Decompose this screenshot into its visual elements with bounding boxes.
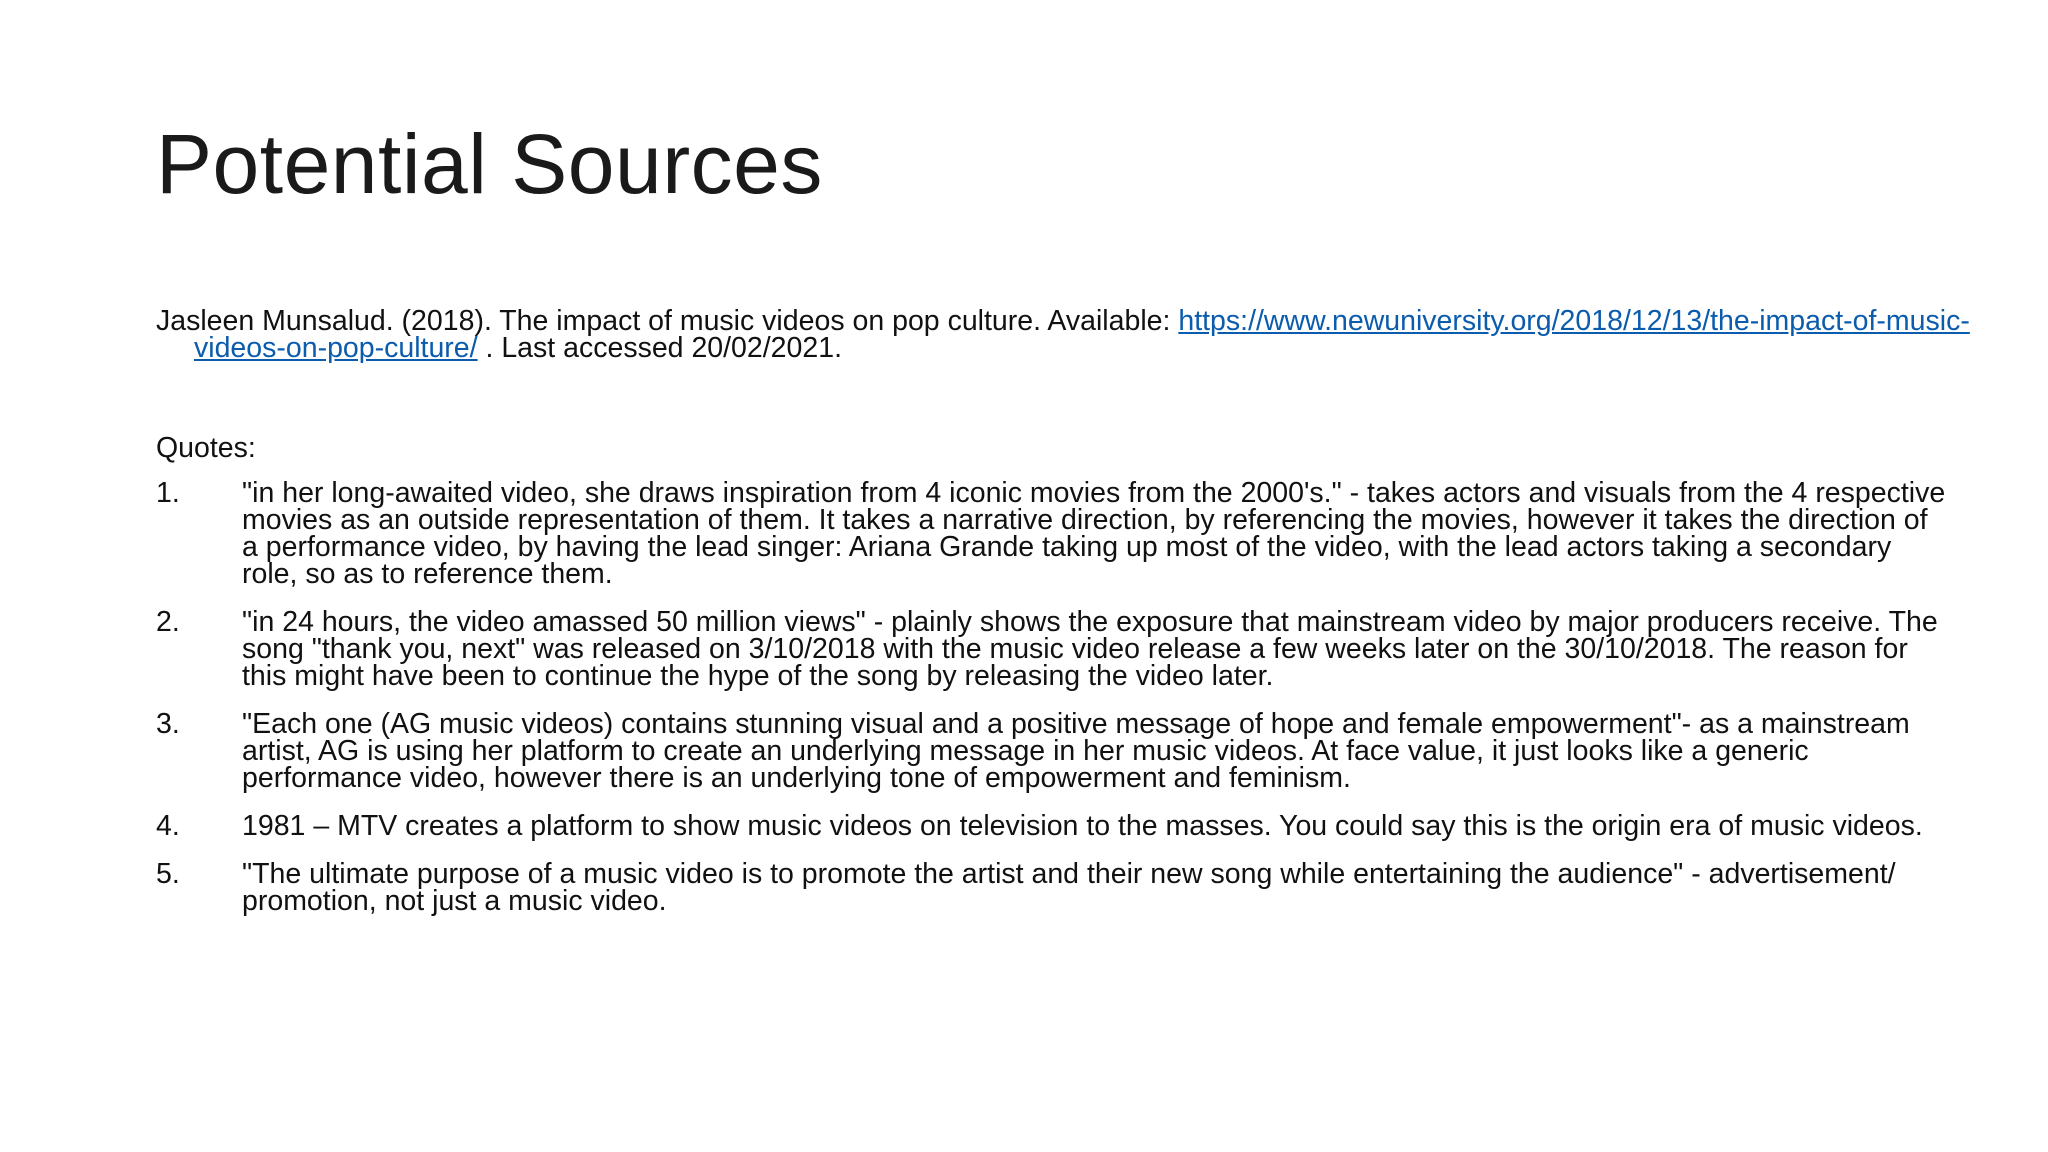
quote-list [156,477,1946,936]
quote-number: 4. [156,810,180,842]
quote-item [156,708,1946,794]
quote-item [156,810,1946,842]
citation-text: Jasleen Munsalud. (2018). The impact of music videos on pop culture. Available: [156,305,1179,337]
quote-text: "in 24 hours, the video amassed 50 million views" - plainly shows the exposure that mainstream video by major producers receive. The song "thank you, next" was released on 3/10/2018 with the music video release a few weeks later on the 30/10/2018. The reason for this might have been to continue the hype of the song by releasing the video later. [242,606,1938,692]
citation-link[interactable]: https://www.newuniversity.org/2018/12/13/the-impact-of-music-videos-on-pop-culture/ [194,305,1970,364]
quote-number: 3. [156,708,180,740]
quote-number: 2. [156,606,180,638]
slide-title: Potential Sources [156,117,823,211]
quote-item [156,858,1946,917]
quote-item [156,606,1946,692]
citation [156,305,1974,364]
quote-item [156,477,1946,590]
quote-text: "Each one (AG music videos) contains stunning visual and a positive message of hope and female empowerment"- as a mainstream artist, AG is using her platform to create an underlying message in her music videos. At face value, it just looks like a generic performance video, however there is an underlying tone of empowerment and feminism. [242,708,1910,794]
quote-text: "The ultimate purpose of a music video is to promote the artist and their new song while entertaining the audience" - advertisement/ promotion, not just a music video. [242,858,1896,917]
quote-text: "in her long-awaited video, she draws inspiration from 4 iconic movies from the 2000's." - takes actors and visuals from the 4 respective movies as an outside representation of them. It takes a narrative direction, by referencing the movies, however it takes the direction of a performance video, by having the lead singer: Ariana Grande taking up most of the video, with the lead actors taking a secondary role, so as to reference them. [242,477,1946,590]
quote-number: 1. [156,477,180,509]
quotes-label: Quotes: [156,432,256,464]
quote-text: 1981 – MTV creates a platform to show music videos on television to the masses. You could say this is the origin era of music videos. [242,810,1923,842]
quote-number: 5. [156,858,180,890]
citation-access-date: . Last accessed 20/02/2021. [477,332,842,364]
